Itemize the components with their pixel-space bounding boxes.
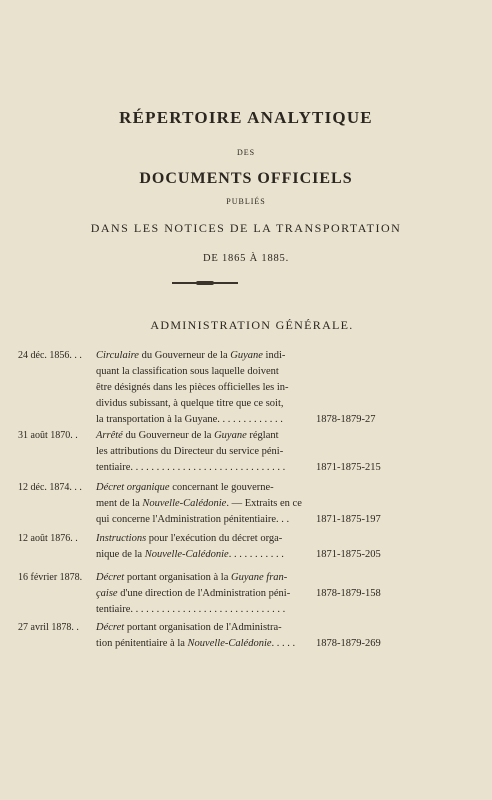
entry-italic-term: Nouvelle-Calédonie bbox=[187, 638, 272, 649]
entry-text: être désignés dans les pièces officielles les in- bbox=[96, 382, 289, 393]
entry-text: indi- bbox=[262, 350, 286, 361]
entry-line bbox=[96, 602, 306, 618]
entry-text: les attributions du Directeur du service péni- bbox=[96, 446, 284, 457]
entry-description bbox=[96, 531, 306, 563]
entry-text: du Gouverneur de la bbox=[138, 350, 231, 361]
entry-text: dividus subissant, à quelque titre que ce soit, bbox=[96, 398, 284, 409]
entry-date: 27 avril 1878. . bbox=[18, 622, 79, 633]
entry-text: pour l'exécution du décret orga- bbox=[146, 533, 283, 544]
entry-text: ment de la bbox=[96, 498, 143, 509]
entry-text: d'une direction de l'Administration péni- bbox=[117, 588, 291, 599]
ornamental-divider bbox=[172, 282, 238, 284]
entry-line bbox=[96, 380, 306, 396]
entry-text: nique de la bbox=[96, 549, 145, 560]
entry-line bbox=[96, 636, 306, 652]
entry-text: quant la classification sous laquelle doivent bbox=[96, 366, 279, 377]
entry-date: 31 août 1870. . bbox=[18, 430, 78, 441]
entry-italic-term: Décret bbox=[96, 622, 125, 633]
entry-description bbox=[96, 570, 306, 618]
entry-italic-term: Guyane bbox=[214, 430, 247, 441]
entry-reference: 1871-1875-205 bbox=[316, 549, 381, 560]
entry-text: tentiaire. . . . . . . . . . . . . . . . . . . . . . . . . . . . . . bbox=[96, 462, 286, 473]
entry-description bbox=[96, 348, 306, 428]
entry-text: . . . . . bbox=[271, 638, 296, 649]
entry-description bbox=[96, 620, 306, 652]
title-years: DE 1865 À 1885. bbox=[202, 253, 290, 264]
page-subtitle: DOCUMENTS OFFICIELS bbox=[139, 170, 353, 187]
title-line-transportation: DANS LES NOTICES DE LA TRANSPORTATION bbox=[90, 221, 402, 235]
entry-italic-term: Instructions bbox=[96, 533, 147, 544]
title-connector-des: DES bbox=[236, 148, 256, 157]
entry-text: concernant le gouverne- bbox=[169, 482, 274, 493]
entry-reference: 1871-1875-215 bbox=[316, 462, 381, 473]
entry-italic-term: Guyane fran- bbox=[231, 572, 288, 583]
entry-line bbox=[96, 412, 306, 428]
entry-reference: 1878-1879-158 bbox=[316, 588, 381, 599]
entry-text: . . . . . . . . . . . bbox=[228, 549, 284, 560]
entry-italic-term: çaise bbox=[96, 588, 118, 599]
entry-date: 24 déc. 1856. . . bbox=[18, 350, 82, 361]
entry-line bbox=[96, 531, 306, 547]
entry-line bbox=[96, 396, 306, 412]
entry-italic-term: Arrêté bbox=[96, 430, 123, 441]
entry-text: la transportation à la Guyane. . . . . . . . . . . . . bbox=[96, 414, 283, 425]
entry-italic-term: Nouvelle-Calédonie bbox=[142, 498, 227, 509]
entry-reference: 1871-1875-197 bbox=[316, 514, 381, 525]
entry-reference: 1878-1879-269 bbox=[316, 638, 381, 649]
entry-italic-term: Circulaire bbox=[96, 350, 139, 361]
entry-date: 16 février 1878. bbox=[18, 572, 83, 583]
entry-line bbox=[96, 444, 306, 460]
entry-line bbox=[96, 460, 306, 476]
entry-text: du Gouverneur de la bbox=[122, 430, 215, 441]
entry-text: . — Extraits en ce bbox=[226, 498, 302, 509]
entry-text: portant organisation à la bbox=[124, 572, 232, 583]
entry-italic-term: Décret bbox=[96, 572, 125, 583]
entry-description bbox=[96, 428, 306, 476]
entry-date: 12 déc. 1874. . . bbox=[18, 482, 82, 493]
entry-text: tentiaire. . . . . . . . . . . . . . . . . . . . . . . . . . . . . . bbox=[96, 604, 286, 615]
entry-line bbox=[96, 348, 306, 364]
entry-line bbox=[96, 428, 306, 444]
section-heading: ADMINISTRATION GÉNÉRALE. bbox=[150, 318, 354, 332]
title-connector-publies: PUBLIÉS bbox=[226, 197, 266, 206]
entry-text: portant organisation de l'Administra- bbox=[124, 622, 282, 633]
entry-italic-term: Guyane bbox=[230, 350, 263, 361]
entry-italic-term: Nouvelle-Calédonie bbox=[144, 549, 229, 560]
entry-line bbox=[96, 620, 306, 636]
entry-line bbox=[96, 480, 306, 496]
page-title: RÉPERTOIRE ANALYTIQUE bbox=[119, 108, 373, 127]
entry-line bbox=[96, 496, 306, 512]
entry-line bbox=[96, 547, 306, 563]
entry-line bbox=[96, 570, 306, 586]
entry-line bbox=[96, 512, 306, 528]
entry-text: réglant bbox=[246, 430, 279, 441]
entry-date: 12 août 1876. . bbox=[18, 533, 78, 544]
entry-description bbox=[96, 480, 306, 528]
entry-italic-term: Décret organique bbox=[96, 482, 170, 493]
entry-text: qui concerne l'Administration pénitentiaire. . . bbox=[96, 514, 290, 525]
entry-reference: 1878-1879-27 bbox=[316, 414, 376, 425]
entry-line bbox=[96, 586, 306, 602]
entry-text: tion pénitentiaire à la bbox=[96, 638, 188, 649]
entry-line bbox=[96, 364, 306, 380]
